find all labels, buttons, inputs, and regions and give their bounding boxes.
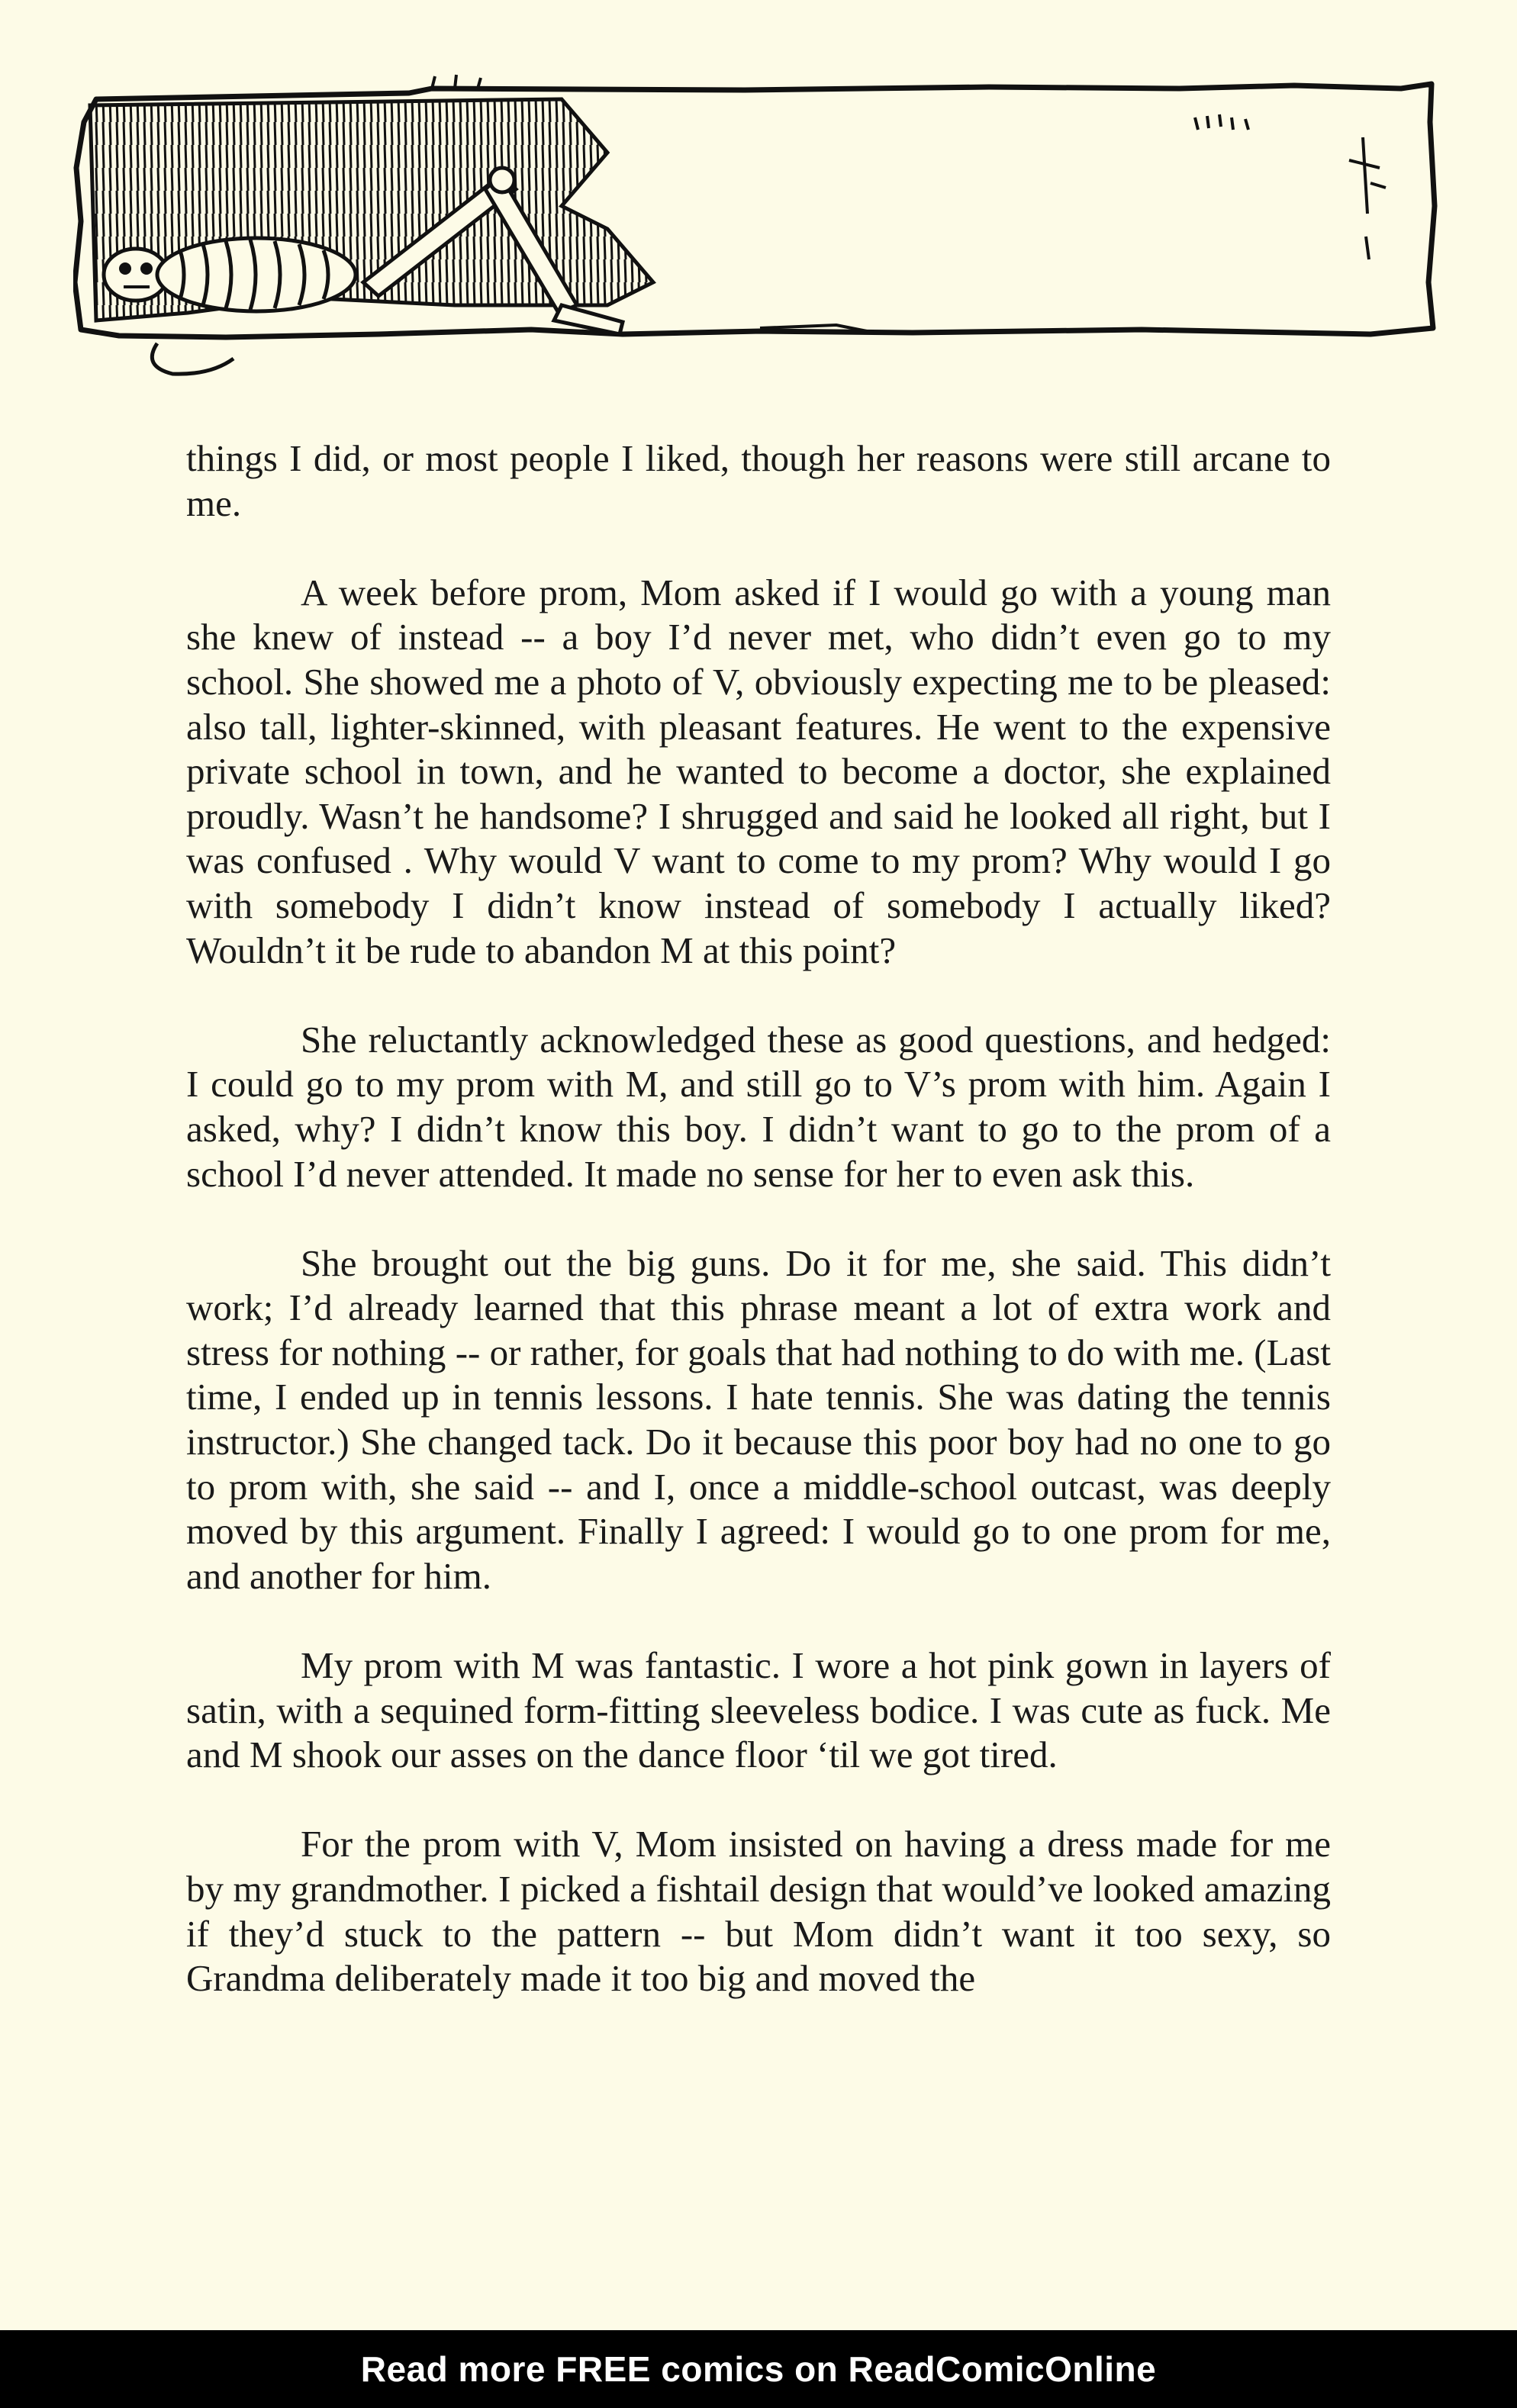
paragraph-prom-with-m: My prom with M was fantastic. I wore a hot pink gown in layers of satin, with a sequined form-fitting sleeveless bodice. I was cute as fuck. Me and M shook our asses on the dance floor ‘til we got tired.	[186, 1644, 1331, 1776]
paragraph-continuation: things I did, or most people I liked, though her reasons were still arcane to me.	[186, 437, 1331, 524]
scroll-curl-icon	[152, 343, 234, 374]
story-text	[186, 436, 1331, 2046]
paragraph-prom-with-v: For the prom with V, Mom insisted on having a dress made for me by my grandmother. I picked a fishtail design that would’ve looked amazing if they’d stuck to the pattern -- but Mom didn’t want it too sexy, so Grandma deliberately made it too big and moved the	[186, 1823, 1331, 2000]
skeleton-tomb-illustration	[73, 53, 1439, 381]
paragraph-good-questions: She reluctantly acknowledged these as good questions, and hedged: I could go to my prom with M, and still go to V’s prom with him. Again I asked, why? I didn’t know this boy. I didn’t want to go to the prom of a school I’d never attended. It made no sense for her to even ask this.	[186, 1018, 1331, 1195]
paragraph-week-before-prom: A week before prom, Mom asked if I would go with a young man she knew of instead -- a boy I’d never met, who didn’t even go to my school. She showed me a photo of V, obviously expecting me to be pleased: also tall, lighter-skinned, with pleasant features. He went to the expensive private school in town, and he wanted to become a doctor, she explained proudly. Wasn’t he handsome? I shrugged and said he looked all right, but I was confused . Why would V want to come to my prom? Why would I go with somebody I didn’t know instead of somebody I actually liked? Wouldn’t it be rude to abandon M at this point?	[186, 571, 1331, 971]
footer-banner[interactable]	[0, 2330, 1517, 2408]
ribcage-icon	[157, 238, 356, 311]
paragraph-big-guns: She brought out the big guns. Do it for me, she said. This didn’t work; I’d already learned that this phrase meant a lot of extra work and stress for nothing -- or rather, for goals that had nothing to do with me. (Last time, I ended up in tennis lessons. I hate tennis. She was dating the tennis instructor.) She changed tack. Do it because this poor boy had no one to go to prom with, she said -- and I, once a middle-school outcast, was deeply moved by this argument. Finally I agreed: I would go to one prom for me, and another for him.	[186, 1241, 1331, 1597]
footer-banner-text[interactable]: Read more FREE comics on ReadComicOnline	[360, 2349, 1157, 2389]
